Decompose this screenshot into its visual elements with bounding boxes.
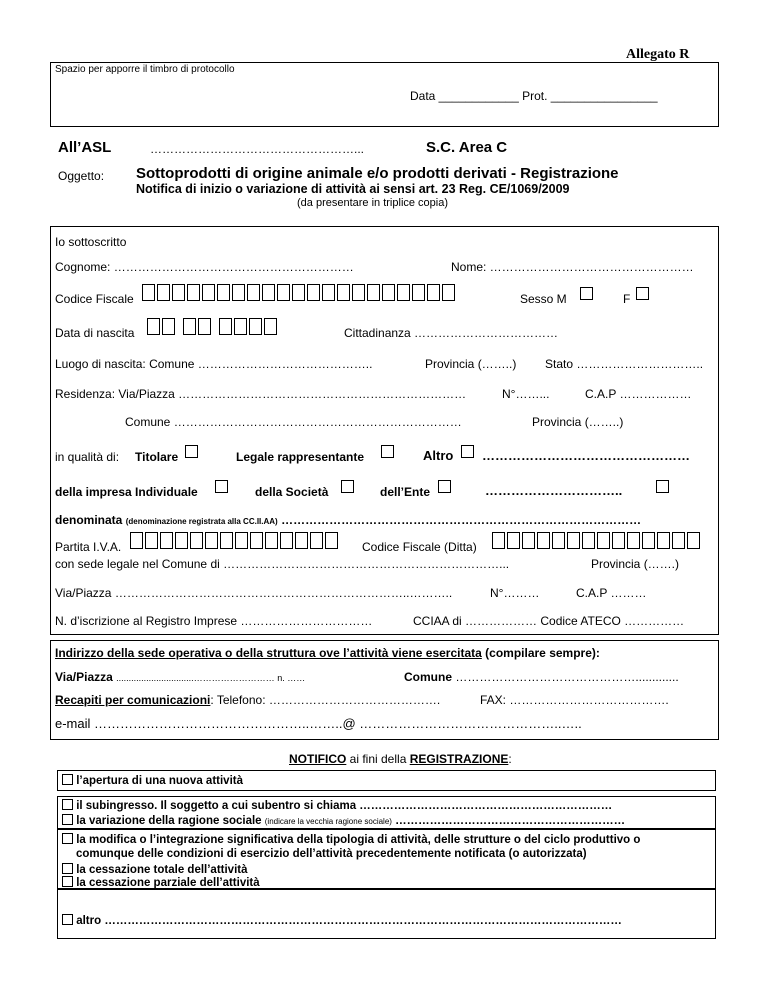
seat-cap-field[interactable]: C.A.P ………: [576, 586, 647, 600]
residence-number-field[interactable]: N°……...: [502, 387, 550, 401]
notify-colon: :: [508, 752, 512, 766]
notify-middle: ai fini della: [346, 752, 410, 766]
sex-f-checkbox[interactable]: [636, 287, 649, 302]
birth-province-field[interactable]: Provincia (……..): [425, 357, 517, 371]
option-takeover-row[interactable]: [62, 799, 612, 812]
denomination-label: [55, 513, 641, 527]
site-street-label: Via/Piazza: [55, 670, 113, 684]
other-label: Altro: [423, 448, 454, 463]
site-heading: [55, 646, 600, 660]
vat-cells[interactable]: [130, 532, 340, 549]
birth-date-cells[interactable]: [147, 318, 279, 335]
individual-checkbox[interactable]: [215, 480, 228, 495]
denomination-dots[interactable]: ………………………………………………………………………………: [281, 513, 642, 527]
option-other[interactable]: [57, 889, 716, 939]
option-total-stop-checkbox[interactable]: [62, 863, 73, 874]
email-field[interactable]: e-mail …………………………………………..……..@ ………………………………………..…..: [55, 716, 582, 731]
option-partial-stop-row[interactable]: [62, 876, 260, 889]
legal-rep-label: Legale rappresentante: [236, 450, 365, 464]
addressee-dots[interactable]: ……………………………………………...: [150, 142, 365, 156]
option-opening-row[interactable]: [62, 774, 243, 787]
option-takeover-text: il subingresso. Il soggetto a cui subentro si chiama …………………………………………………………: [76, 800, 613, 812]
option-takeover-checkbox[interactable]: [62, 799, 73, 810]
option-modification-text-2: comunque delle condizioni di esercizio dell’attività precedentemente notificata (o autorizzata): [76, 848, 587, 860]
notify-word: NOTIFICO: [289, 752, 347, 766]
option-opening-text: l’apertura di una nuova attività: [76, 775, 243, 787]
entity-checkbox[interactable]: [438, 480, 451, 495]
birth-place-field[interactable]: Luogo di nascita: Comune ……………………………………..: [55, 357, 373, 371]
option-opening[interactable]: [57, 770, 716, 791]
option-modification-text-1: la modifica o l’integrazione significativa della tipologia di attività, delle strutture o del ciclo produttivo o: [76, 834, 641, 846]
option-takeover[interactable]: [57, 796, 716, 829]
option-modification[interactable]: [57, 829, 716, 889]
vat-label: Partita I.V.A.: [55, 540, 122, 554]
other-dots[interactable]: …………………………………………: [482, 448, 690, 463]
citizenship-field[interactable]: Cittadinanza ………………………………: [344, 326, 559, 340]
option-other-row[interactable]: [62, 914, 622, 927]
option-name-change-note: (indicare la vecchia ragione sociale): [264, 817, 392, 826]
legal-rep-checkbox[interactable]: [381, 445, 394, 460]
owner-checkbox[interactable]: [185, 445, 198, 460]
legal-province-field[interactable]: Provincia (…….): [591, 557, 680, 571]
denomination-note: (denominazione registrata alla CC.II.AA): [125, 517, 278, 526]
option-name-change-dots[interactable]: ……………………………………………………: [395, 815, 626, 827]
surname-field[interactable]: Cognome: ……………………………………………………: [55, 260, 354, 274]
area-label: S.C. Area C: [426, 139, 508, 156]
option-opening-checkbox[interactable]: [62, 774, 73, 785]
option-name-change-checkbox[interactable]: [62, 814, 73, 825]
subject-label: Oggetto:: [58, 169, 105, 183]
entity-other-checkbox[interactable]: [656, 480, 669, 495]
notify-heading: [289, 752, 512, 766]
subject-title: Sottoprodotti di origine animale e/o prodotti derivati - Registrazione: [136, 165, 619, 182]
stamp-label: Spazio per apporre il timbro di protocollo: [55, 64, 235, 75]
seat-street-field[interactable]: Via/Piazza ………………………………………………………………..………..: [55, 586, 453, 600]
company-tax-label: Codice Fiscale (Ditta): [362, 540, 477, 554]
contacts-label: Recapiti per comunicazioni: [55, 693, 211, 707]
subject-note: (da presentare in triplice copia): [297, 197, 449, 209]
registry-field[interactable]: N. d’iscrizione al Registro Imprese ……………………………: [55, 614, 373, 628]
name-field[interactable]: Nome: ……………………………………………: [451, 260, 694, 274]
company-checkbox[interactable]: [341, 480, 354, 495]
option-other-checkbox[interactable]: [62, 914, 73, 925]
company-label: della Società: [255, 485, 329, 499]
option-modification-checkbox[interactable]: [62, 833, 73, 844]
attachment-label: Allegato R: [626, 47, 690, 62]
site-comune-dots[interactable]: ……………………………………….............: [455, 670, 679, 684]
site-heading-text: Indirizzo della sede operativa o della struttura ove l’attività viene esercitata: [55, 646, 482, 660]
capacity-label: in qualità di:: [55, 450, 120, 464]
residence-comune-field[interactable]: Comune ………………………………………………………………: [125, 415, 462, 429]
tax-code-label: Codice Fiscale: [55, 292, 134, 306]
cciaa-ateco-field[interactable]: CCIAA di ……………… Codice ATECO ……………: [413, 614, 685, 628]
site-comune-row[interactable]: [404, 670, 679, 684]
option-name-change-row[interactable]: [62, 814, 625, 827]
sex-m-checkbox[interactable]: [580, 287, 593, 302]
subject-subtitle: Notifica di inizio o variazione di attività ai sensi art. 23 Reg. CE/1069/2009: [136, 182, 570, 196]
date-protocol[interactable]: Data ____________ Prot. ________________: [410, 89, 658, 103]
site-street-dots[interactable]: ...............................……………………… n. ……: [116, 673, 306, 683]
undersigned-label: Io sottoscritto: [55, 235, 127, 249]
phone-field[interactable]: : Telefono: …………………………………….: [210, 693, 441, 707]
contacts-row[interactable]: [55, 693, 440, 707]
owner-label: Titolare: [135, 450, 179, 464]
addressee-label: All’ASL: [58, 139, 112, 156]
other-checkbox[interactable]: [461, 445, 474, 460]
residence-street-field[interactable]: Residenza: Via/Piazza ………………………………………………………………: [55, 387, 467, 401]
residence-province-field[interactable]: Provincia (……..): [532, 415, 624, 429]
site-comune-label: Comune: [404, 670, 452, 684]
option-partial-stop-text: la cessazione parziale dell’attività: [76, 877, 260, 889]
site-heading-note: (compilare sempre):: [485, 646, 600, 660]
sex-label: Sesso M: [520, 292, 567, 306]
registration-word: REGISTRAZIONE: [409, 752, 509, 766]
site-street-row[interactable]: [55, 670, 305, 684]
seat-number-field[interactable]: N°………: [490, 586, 540, 600]
option-total-stop-row[interactable]: [62, 863, 248, 876]
denomination-text: denominata: [55, 513, 123, 527]
tax-code-cells[interactable]: [142, 284, 457, 301]
legal-seat-field[interactable]: con sede legale nel Comune di ……………………………………………………………...: [55, 557, 510, 571]
sex-f-label: F: [623, 292, 631, 306]
fax-field[interactable]: FAX: ………………………………….: [480, 693, 669, 707]
option-name-change-text: la variazione della ragione sociale: [76, 815, 262, 827]
birth-state-field[interactable]: Stato …………………………..: [545, 357, 704, 371]
option-total-stop-text: la cessazione totale dell’attività: [76, 864, 248, 876]
individual-label: della impresa Individuale: [55, 485, 198, 499]
residence-cap-field[interactable]: C.A.P ………………: [585, 387, 692, 401]
birth-date-label: Data di nascita: [55, 326, 135, 340]
option-partial-stop-checkbox[interactable]: [62, 876, 73, 887]
option-other-text[interactable]: altro ………………………………………………………………………………………………………………………: [76, 915, 622, 927]
entity-label: dell’Ente: [380, 485, 431, 499]
entity-dots[interactable]: …………………………..: [485, 483, 623, 498]
option-modification-row-2: [76, 848, 587, 860]
company-tax-cells[interactable]: [492, 532, 702, 549]
option-modification-row[interactable]: [62, 833, 640, 846]
